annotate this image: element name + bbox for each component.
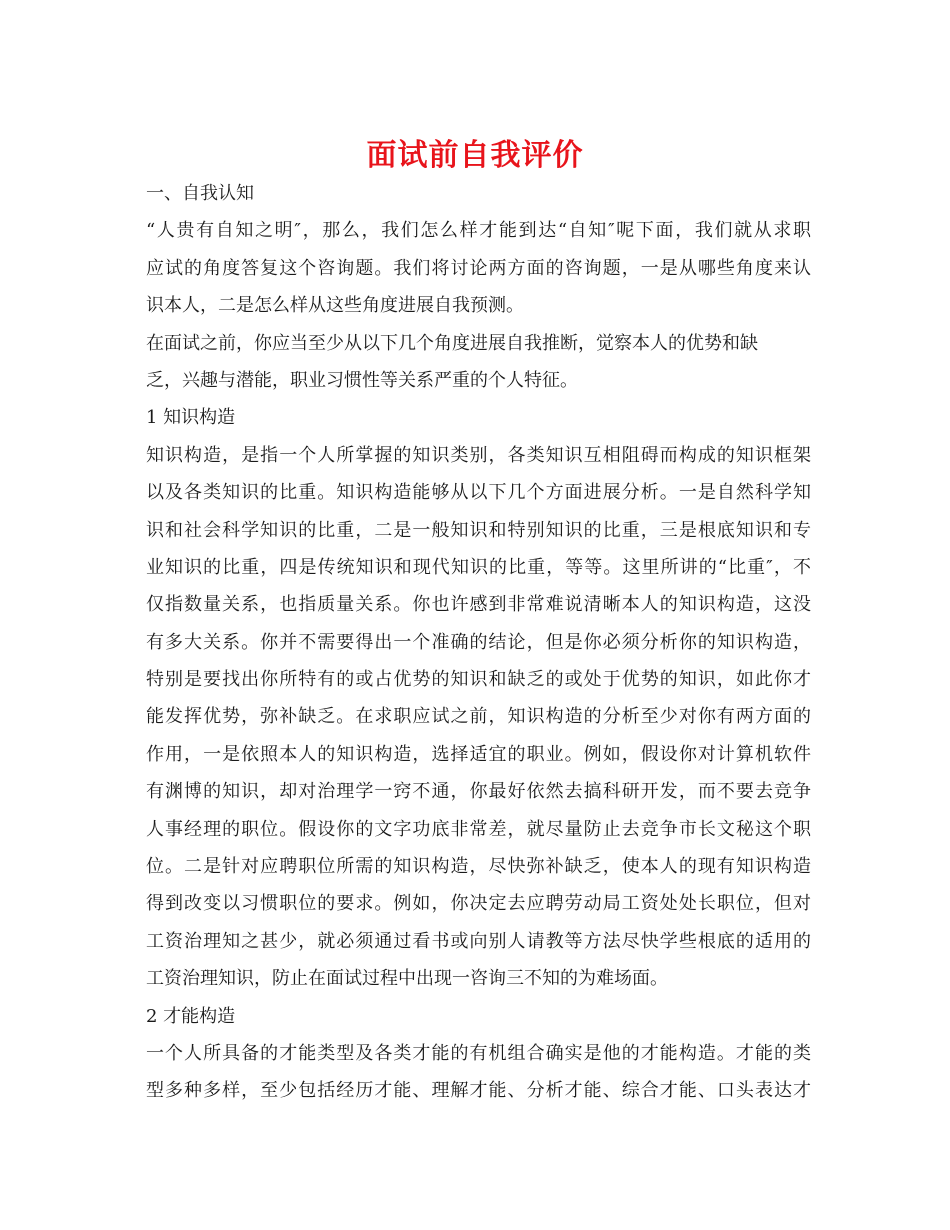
body-text-line: 乏，兴趣与潜能，职业习惯性等关系严重的个人特征。 xyxy=(146,369,578,391)
body-text-line: 在面试之前，你应当至少从以下几个角度进展自我推断，觉察本人的优势和缺 xyxy=(146,332,758,354)
body-text-line: 作用，一是依照本人的知识构造，选择适宜的职业。例如，假设你对计算机软件 xyxy=(146,743,811,765)
body-text-line: 识和社会科学知识的比重，二是一般知识和特别知识的比重，三是根底知识和专 xyxy=(146,519,811,541)
body-text-line: 工资治理知之甚少，就必须通过看书或向别人请教等方法尽快学些根底的适用的 xyxy=(146,930,811,952)
body-text-line: “人贵有自知之明″，那么，我们怎么样才能到达“自知″呢下面，我们就从求职 xyxy=(146,220,811,242)
body-text-line: 识本人，二是怎么样从这些角度进展自我预测。 xyxy=(146,295,524,317)
body-text-line: 以及各类知识的比重。知识构造能够从以下几个方面进展分析。一是自然科学知 xyxy=(146,482,811,504)
body-text-line: 有多大关系。你并不需要得出一个准确的结论，但是你必须分析你的知识构造， xyxy=(146,631,811,653)
document-body xyxy=(146,175,811,1110)
body-text-line: 仅指数量关系，也指质量关系。你也许感到非常难说清晰本人的知识构造，这没 xyxy=(146,594,811,616)
body-text-line: 业知识的比重，四是传统知识和现代知识的比重，等等。这里所讲的“比重″，不 xyxy=(146,556,811,578)
body-text-line: 人事经理的职位。假设你的文字功底非常差，就尽量防止去竞争市长文秘这个职 xyxy=(146,818,811,840)
body-text-line: 位。二是针对应聘职位所需的知识构造，尽快弥补缺乏，使本人的现有知识构造 xyxy=(146,856,811,878)
body-text-line: 1 知识构造 xyxy=(146,407,236,429)
body-text-line: 工资治理知识，防止在面试过程中出现一咨询三不知的为难场面。 xyxy=(146,968,668,990)
body-text-line: 一个人所具备的才能类型及各类才能的有机组合确实是他的才能构造。才能的类 xyxy=(146,1042,811,1064)
body-text-line: 型多种多样，至少包括经历才能、理解才能、分析才能、综合才能、口头表达才 xyxy=(146,1080,811,1102)
body-text-line: 应试的角度答复这个咨询题。我们将讨论两方面的咨询题，一是从哪些角度来认 xyxy=(146,257,811,279)
document-title: 面试前自我评价 xyxy=(366,138,584,173)
body-text-line: 有渊博的知识，却对治理学一窍不通，你最好依然去搞科研开发，而不要去竞争 xyxy=(146,781,811,803)
body-text-line: 一、自我认知 xyxy=(146,183,254,204)
body-text-line: 能发挥优势，弥补缺乏。在求职应试之前，知识构造的分析至少对你有两方面的 xyxy=(146,706,811,728)
body-text-line: 知识构造，是指一个人所掌握的知识类别，各类知识互相阻碍而构成的知识框架 xyxy=(146,444,811,466)
body-text-line: 特别是要找出你所特有的或占优势的知识和缺乏的或处于优势的知识，如此你才 xyxy=(146,669,811,691)
body-text-line: 得到改变以习惯职位的要求。例如，你决定去应聘劳动局工资处处长职位，但对 xyxy=(146,893,811,915)
body-text-line: 2 才能构造 xyxy=(146,1005,236,1027)
